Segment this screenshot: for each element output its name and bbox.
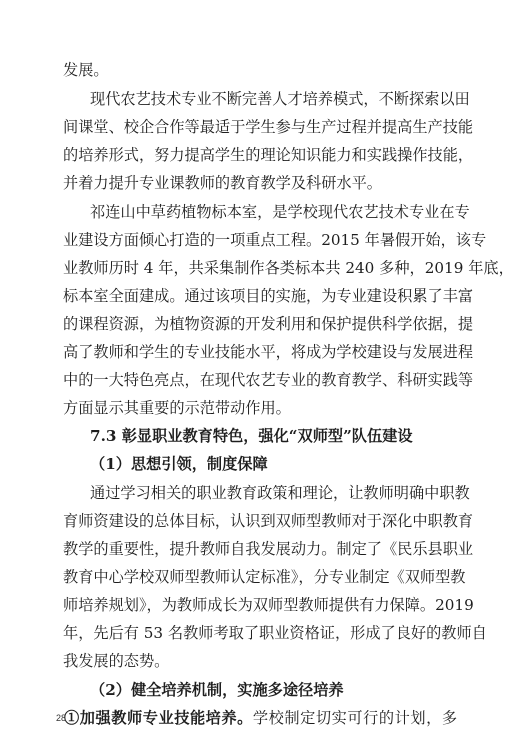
subsection-heading: （2）健全培养机制，实施多途径培养 [90,681,344,699]
paragraph-line: 年，先后有 53 名教师考取了职业资格证，形成了良好的教师自 [63,624,487,642]
paragraph-line: 标本室全面建成。通过该项目的实施，为专业建设积累了丰富 [63,287,474,305]
paragraph-line: 方面显示其重要的示范带动作用。 [63,399,291,417]
paragraph-line: 现代农艺技术专业不断完善人才培养模式，不断探索以田 [90,90,470,108]
item-heading: ①加强教师专业技能培养。 [64,709,253,727]
paragraph-line: 育师资建设的总体目标，认识到双师型教师对于深化中职教育 [63,512,474,530]
paragraph-line: 师培养规划》，为教师成长为双师型教师提供有力保障。2019 [63,596,474,614]
paragraph-line: 教学的重要性，提升教师自我发展动力。制定了《民乐县职业 [63,540,474,558]
paragraph-line: 中的一大特色亮点，在现代农艺专业的教育教学、科研实践等 [63,371,474,389]
paragraph-line: 间课堂、校企合作等最适于学生参与生产过程并提高生产技能 [63,118,474,136]
paragraph-line: 祁连山中草药植物标本室，是学校现代农艺技术专业在专 [90,203,470,221]
paragraph-line: 业建设方面倾心打造的一项重点工程。2015 年暑假开始，该专 [63,231,487,249]
paragraph-line: 的课程资源，为植物资源的开发利用和保护提供科学依据，提 [63,315,474,333]
paragraph-line: 的培养形式，努力提高学生的理论知识能力和实践操作技能， [63,146,474,164]
paragraph-line: 通过学习相关的职业教育政策和理论，让教师明确中职教 [90,484,470,502]
subsection-heading: （1）思想引领，制度保障 [90,455,268,473]
paragraph-line: 教育中心学校双师型教师认定标准》，分专业制定《双师型教 [63,568,466,586]
page-number: 28 [56,713,67,723]
paragraph-line [64,708,457,728]
section-heading: 7.3 彰显职业教育特色，强化“双师型”队伍建设 [90,427,413,445]
item-text: 学校制定切实可行的计划，多 [252,709,457,727]
paragraph-line: 高了教师和学生的专业技能水平，将成为学校建设与发展进程 [63,343,474,361]
paragraph-line: 业教师历时 4 年，共采集制作各类标本共 240 多种，2019 年底， [63,259,514,277]
paragraph-line: 并着力提升专业课教师的教育教学及科研水平。 [63,174,382,192]
paragraph-line: 发展。 [63,61,109,79]
paragraph-line: 我发展的态势。 [63,652,170,670]
